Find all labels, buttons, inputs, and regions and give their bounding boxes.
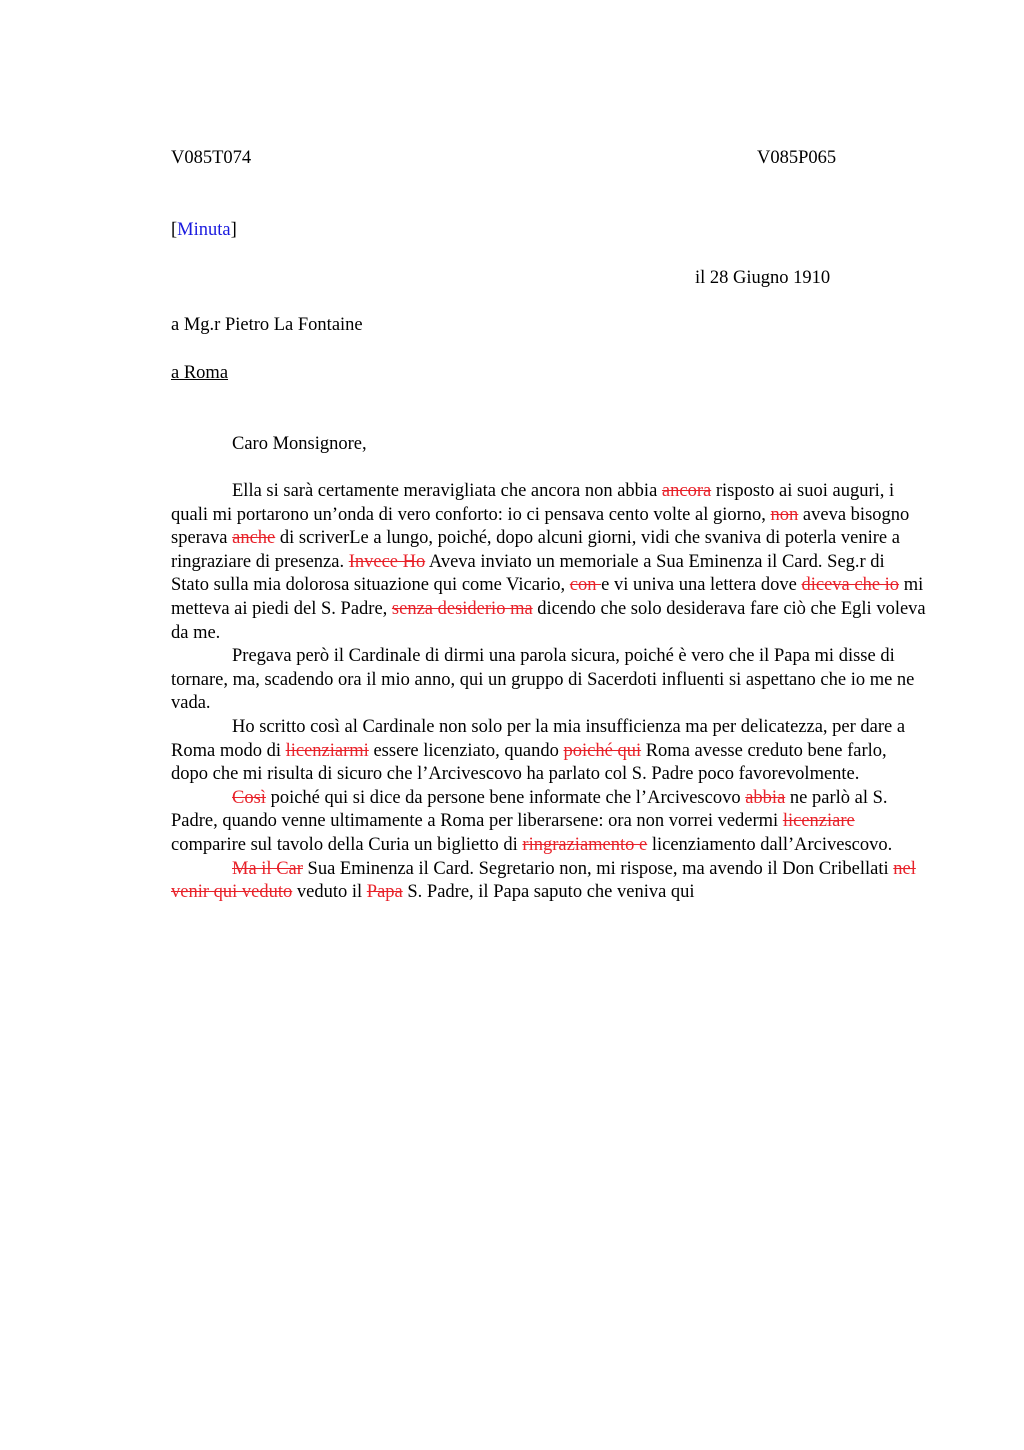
body-text: Sua Eminenza il Card. Segretario non, mi rispose, ma avendo il Don Cribellati [302,858,894,879]
letter-recipient: a Mg.r Pietro La Fontaine [171,315,363,335]
letter-paragraph [171,858,926,905]
body-text: dicendo che solo desiderava fare ciò che Egli voleva da me. [171,598,926,643]
body-text: Aveva inviato un memoriale a Sua Eminenza il Card. Seg.r di Stato sulla mia dolorosa situazione qui come Vicario, [171,551,885,596]
document-reference-left: V085T074 [171,148,252,168]
letter-paragraph [171,480,926,645]
deleted-text: anche [232,528,276,549]
bracket-close: ] [230,220,237,240]
body-text: di scriverLe a lungo, poiché, dopo alcuni giorni, vidi che svaniva di poterla venire a ringraziare di presenza. [171,528,900,572]
deleted-text: Così [232,787,266,808]
letter-paragraph [171,716,926,787]
document-reference-right: V085P065 [757,148,837,168]
body-text: Ella si sarà certamente meravigliata che ancora non abbia [232,481,662,501]
body-text: poiché qui si dice da persone bene informate che l’Arcivescovo [265,787,746,808]
body-text: essere licenziato, quando [368,740,564,761]
deleted-text: senza desiderio ma [391,598,533,619]
body-text: risposto ai suoi auguri, i quali mi portarono un’onda di vero conforto: io ci pensava cento volte al giorno, [171,481,895,525]
deleted-text: abbia [745,787,786,808]
body-text: Ho scritto così al Cardinale non solo per la mia insufficienza ma per delicatezza, per dare a Roma modo di [171,716,906,761]
minuta-link[interactable]: Minuta [177,220,231,240]
minuta-label [171,218,237,242]
salutation: Caro Monsignore, [232,434,367,454]
body-text: mi metteva ai piedi del S. Padre, [171,575,924,619]
body-text: licenziamento dall’Arcivescovo. [647,834,893,855]
body-text: veduto il [292,882,367,903]
letter-body [171,480,926,905]
deleted-text: ringraziamento e [522,834,648,855]
body-text: comparire sul tavolo della Curia un biglietto di [171,834,523,855]
deleted-text: poiché qui [563,740,642,761]
letter-paragraph [171,787,926,858]
letter-paragraph [171,645,926,716]
body-text: e vi univa una lettera dove [601,575,802,596]
body-text: S. Padre, il Papa saputo che veniva qui [402,882,695,903]
deleted-text: licenziarmi [285,740,369,761]
bracket-open: [ [171,220,178,240]
deleted-text: diceva che io [801,575,900,596]
deleted-text: nel venir qui veduto [171,858,916,903]
deleted-text: con [569,575,602,596]
body-text: ne parlò al S. Padre, quando venne ultimamente a Roma per liberarsene: ora non vorrei vedermi [171,787,888,832]
deleted-text: Ma il Car [232,858,303,879]
body-text: aveva bisogno sperava [171,504,910,549]
letter-date: il 28 Giugno 1910 [695,268,831,288]
body-text: Roma avesse creduto bene farlo, dopo che mi risulta di sicuro che l’Arcivescovo ha parlato col S. Padre poco favorevolmente. [171,740,887,785]
letter-place: a Roma [171,363,229,383]
deleted-text: non [770,504,799,525]
deleted-text: ancora [661,481,712,501]
deleted-text: Papa [366,882,403,903]
deleted-text: licenziare [782,811,855,832]
deleted-text: Invece Ho [348,551,426,572]
body-text: Pregava però il Cardinale di dirmi una parola sicura, poiché è vero che il Papa mi disse di tornare, ma, scadendo ora il mio anno, qui un gruppo di Sacerdoti influenti si aspettano che io me ne vada. [171,646,915,714]
